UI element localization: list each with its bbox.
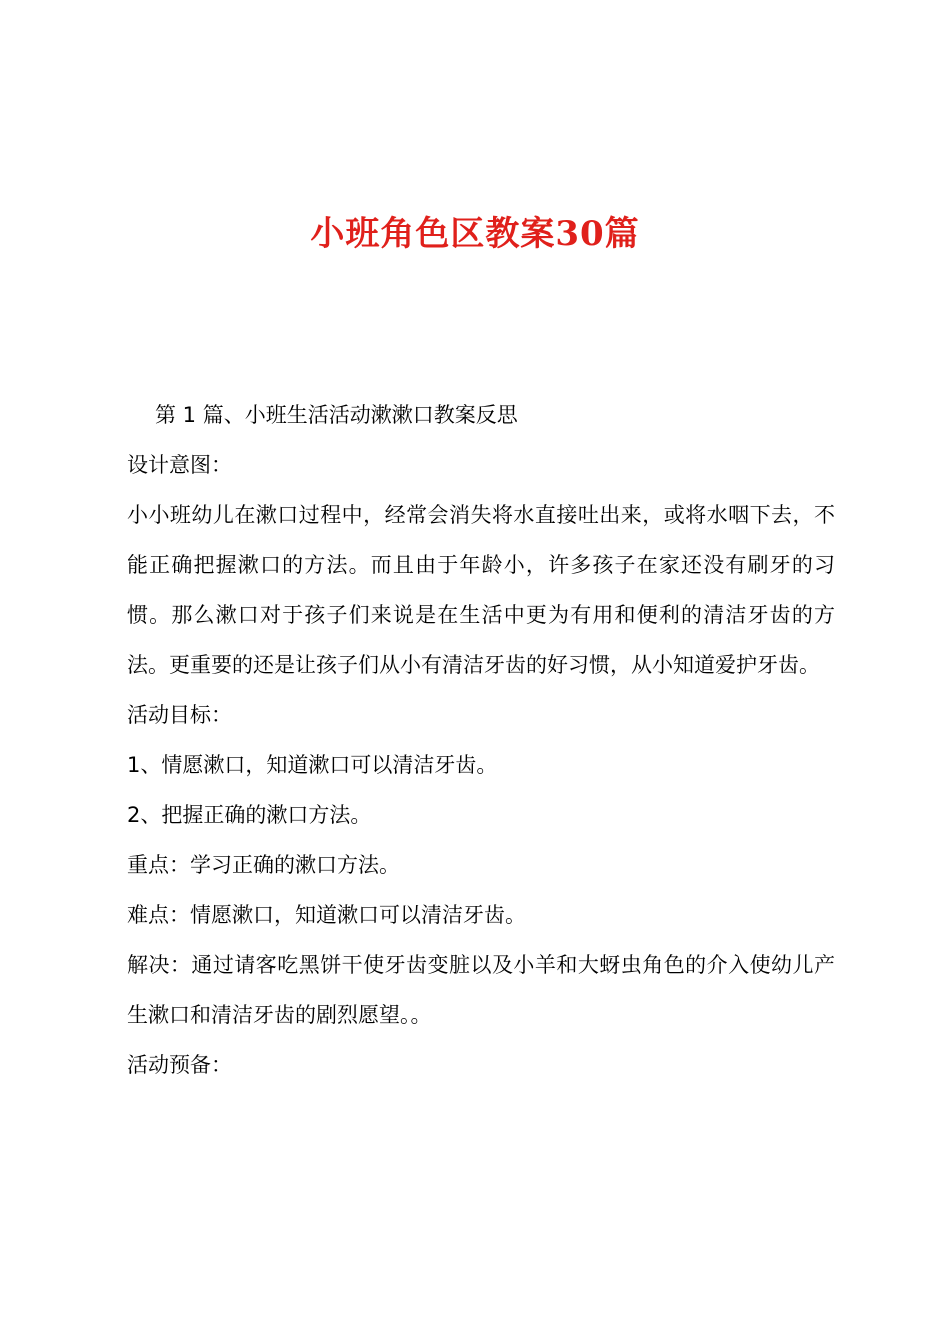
- paragraph-design-intent-label: 设计意图：: [127, 453, 232, 477]
- paragraph-solution: 解决：通过请客吃黑饼干使牙齿变脏以及小羊和大蚜虫角色的介入使幼儿产生漱口和清洁牙齿的剧烈愿望。。: [127, 953, 835, 1027]
- paragraph-preparation-label: 活动预备：: [127, 1053, 232, 1077]
- document-title: 小班角色区教案30篇: [310, 214, 640, 254]
- paragraph-key-point: 重点：学习正确的漱口方法。: [127, 853, 400, 877]
- section-heading: 第 1 篇、小班生活活动漱漱口教案反思: [155, 403, 518, 427]
- paragraph-goal-1: 1、情愿漱口，知道漱口可以清洁牙齿。: [127, 753, 498, 777]
- document-body: [127, 390, 835, 1090]
- paragraph-design-intent: 小小班幼儿在漱口过程中，经常会消失将水直接吐出来，或将水咽下去，不能正确把握漱口的方法。而且由于年龄小，许多孩子在家还没有刷牙的习惯。那么漱口对于孩子们来说是在生活中更为有用和便利的清洁牙齿的方法。更重要的还是让孩子们从小有清洁牙齿的好习惯，从小知道爱护牙齿。: [127, 503, 835, 677]
- paragraph-goal-2: 2、把握正确的漱口方法。: [127, 803, 372, 827]
- paragraph-goals-label: 活动目标：: [127, 703, 232, 727]
- paragraph-difficulty: 难点：情愿漱口，知道漱口可以清洁牙齿。: [127, 903, 526, 927]
